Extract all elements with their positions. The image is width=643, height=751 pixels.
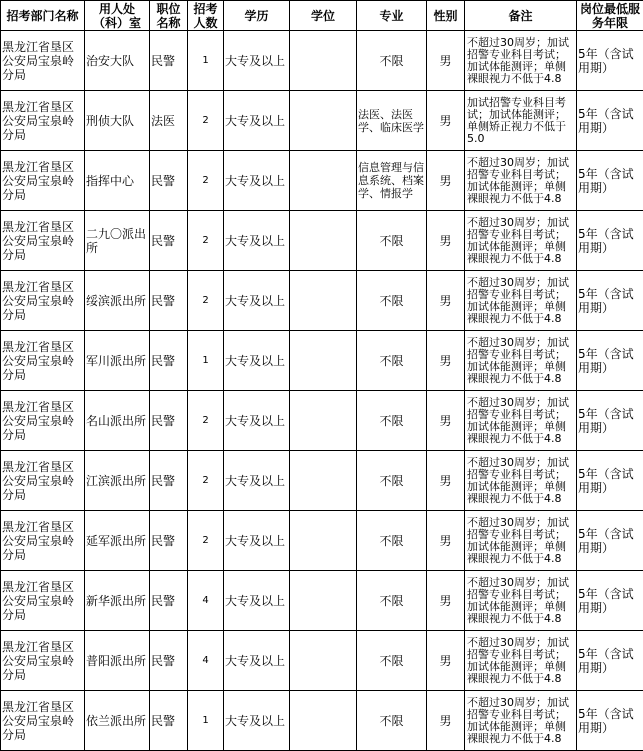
- cell-dept: 黑龙江省垦区公安局宝泉岭分局: [1, 391, 85, 451]
- cell-degree: [290, 31, 357, 91]
- cell-unit: 绥滨派出所: [85, 271, 150, 331]
- table-row: [1, 571, 643, 631]
- cell-major: 不限: [357, 271, 427, 331]
- cell-gender: 男: [427, 91, 465, 151]
- cell-unit: 延军派出所: [85, 511, 150, 571]
- cell-gender: 男: [427, 631, 465, 691]
- table-row: [1, 511, 643, 571]
- table-row: [1, 151, 643, 211]
- header-post: 职位名称: [150, 1, 188, 31]
- cell-major: 不限: [357, 331, 427, 391]
- cell-note: 不超过30周岁；加试招警专业科目考试；加试体能测评；单侧裸眼视力不低于4.8: [465, 451, 577, 511]
- cell-degree: [290, 331, 357, 391]
- cell-years: 5年（含试用期）: [577, 331, 643, 391]
- cell-gender: 男: [427, 691, 465, 751]
- cell-gender: 男: [427, 511, 465, 571]
- table-row: [1, 691, 643, 751]
- cell-major: 不限: [357, 571, 427, 631]
- cell-gender: 男: [427, 451, 465, 511]
- cell-unit: 指挥中心: [85, 151, 150, 211]
- cell-degree: [290, 451, 357, 511]
- cell-major: 不限: [357, 31, 427, 91]
- cell-count: 2: [188, 511, 224, 571]
- cell-gender: 男: [427, 391, 465, 451]
- cell-post: 民警: [150, 211, 188, 271]
- cell-degree: [290, 631, 357, 691]
- cell-education: 大专及以上: [224, 691, 290, 751]
- table-row: [1, 331, 643, 391]
- table-row: [1, 271, 643, 331]
- header-row: [1, 1, 643, 31]
- table-body: [1, 31, 643, 751]
- table-row: [1, 451, 643, 511]
- header-count: 招考人数: [188, 1, 224, 31]
- header-note: 备注: [465, 1, 577, 31]
- cell-count: 1: [188, 691, 224, 751]
- cell-gender: 男: [427, 571, 465, 631]
- cell-note: 不超过30周岁；加试招警专业科目考试；加试体能测评；单侧裸眼视力不低于4.8: [465, 631, 577, 691]
- cell-years: 5年（含试用期）: [577, 271, 643, 331]
- cell-post: 法医: [150, 91, 188, 151]
- header-dept: 招考部门名称: [1, 1, 85, 31]
- cell-unit: 刑侦大队: [85, 91, 150, 151]
- cell-gender: 男: [427, 331, 465, 391]
- cell-post: 民警: [150, 271, 188, 331]
- cell-major: 法医、法医学、临床医学: [357, 91, 427, 151]
- cell-major: 不限: [357, 631, 427, 691]
- cell-years: 5年（含试用期）: [577, 691, 643, 751]
- cell-education: 大专及以上: [224, 31, 290, 91]
- cell-note: 加试招警专业科目考试；加试体能测评；单侧矫正视力不低于5.0: [465, 91, 577, 151]
- cell-note: 不超过30周岁；加试招警专业科目考试；加试体能测评；单侧裸眼视力不低于4.8: [465, 331, 577, 391]
- cell-note: 不超过30周岁；加试招警专业科目考试；加试体能测评；单侧裸眼视力不低于4.8: [465, 31, 577, 91]
- cell-degree: [290, 391, 357, 451]
- cell-unit: 军川派出所: [85, 331, 150, 391]
- cell-unit: 名山派出所: [85, 391, 150, 451]
- cell-unit: 依兰派出所: [85, 691, 150, 751]
- cell-major: 不限: [357, 391, 427, 451]
- cell-degree: [290, 271, 357, 331]
- cell-gender: 男: [427, 31, 465, 91]
- cell-degree: [290, 91, 357, 151]
- cell-count: 4: [188, 571, 224, 631]
- cell-count: 2: [188, 271, 224, 331]
- cell-note: 不超过30周岁；加试招警专业科目考试；加试体能测评；单侧裸眼视力不低于4.8: [465, 211, 577, 271]
- cell-post: 民警: [150, 571, 188, 631]
- cell-post: 民警: [150, 631, 188, 691]
- table-row: [1, 31, 643, 91]
- cell-years: 5年（含试用期）: [577, 151, 643, 211]
- cell-education: 大专及以上: [224, 511, 290, 571]
- cell-years: 5年（含试用期）: [577, 631, 643, 691]
- cell-dept: 黑龙江省垦区公安局宝泉岭分局: [1, 571, 85, 631]
- cell-dept: 黑龙江省垦区公安局宝泉岭分局: [1, 451, 85, 511]
- cell-gender: 男: [427, 211, 465, 271]
- cell-unit: 江滨派出所: [85, 451, 150, 511]
- cell-unit: 二九〇派出所: [85, 211, 150, 271]
- cell-degree: [290, 571, 357, 631]
- cell-dept: 黑龙江省垦区公安局宝泉岭分局: [1, 511, 85, 571]
- cell-education: 大专及以上: [224, 151, 290, 211]
- cell-major: 不限: [357, 691, 427, 751]
- table-row: [1, 391, 643, 451]
- table-row: [1, 211, 643, 271]
- table-header: [1, 1, 643, 31]
- cell-education: 大专及以上: [224, 211, 290, 271]
- header-gender: 性别: [427, 1, 465, 31]
- cell-post: 民警: [150, 691, 188, 751]
- cell-dept: 黑龙江省垦区公安局宝泉岭分局: [1, 151, 85, 211]
- cell-post: 民警: [150, 511, 188, 571]
- header-unit: 用人处（科）室: [85, 1, 150, 31]
- cell-major: 不限: [357, 211, 427, 271]
- cell-years: 5年（含试用期）: [577, 571, 643, 631]
- cell-post: 民警: [150, 31, 188, 91]
- cell-years: 5年（含试用期）: [577, 31, 643, 91]
- cell-count: 2: [188, 451, 224, 511]
- cell-count: 1: [188, 31, 224, 91]
- cell-count: 1: [188, 331, 224, 391]
- cell-degree: [290, 691, 357, 751]
- cell-note: 不超过30周岁；加试招警专业科目考试；加试体能测评；单侧裸眼视力不低于4.8: [465, 391, 577, 451]
- cell-post: 民警: [150, 151, 188, 211]
- cell-major: 不限: [357, 511, 427, 571]
- cell-education: 大专及以上: [224, 331, 290, 391]
- header-degree: 学位: [290, 1, 357, 31]
- cell-dept: 黑龙江省垦区公安局宝泉岭分局: [1, 91, 85, 151]
- cell-note: 不超过30周岁；加试招警专业科目考试；加试体能测评；单侧裸眼视力不低于4.8: [465, 151, 577, 211]
- cell-dept: 黑龙江省垦区公安局宝泉岭分局: [1, 211, 85, 271]
- header-years: 岗位最低服务年限: [577, 1, 643, 31]
- table-row: [1, 631, 643, 691]
- cell-note: 不超过30周岁；加试招警专业科目考试；加试体能测评；单侧裸眼视力不低于4.8: [465, 511, 577, 571]
- cell-unit: 普阳派出所: [85, 631, 150, 691]
- cell-unit: 新华派出所: [85, 571, 150, 631]
- cell-degree: [290, 151, 357, 211]
- cell-years: 5年（含试用期）: [577, 451, 643, 511]
- cell-years: 5年（含试用期）: [577, 211, 643, 271]
- cell-count: 4: [188, 631, 224, 691]
- cell-unit: 治安大队: [85, 31, 150, 91]
- cell-education: 大专及以上: [224, 91, 290, 151]
- cell-years: 5年（含试用期）: [577, 511, 643, 571]
- cell-major: 信息管理与信息系统、档案学、情报学: [357, 151, 427, 211]
- cell-gender: 男: [427, 271, 465, 331]
- cell-education: 大专及以上: [224, 451, 290, 511]
- cell-degree: [290, 511, 357, 571]
- cell-count: 2: [188, 211, 224, 271]
- cell-education: 大专及以上: [224, 391, 290, 451]
- cell-dept: 黑龙江省垦区公安局宝泉岭分局: [1, 271, 85, 331]
- cell-note: 不超过30周岁；加试招警专业科目考试；加试体能测评；单侧裸眼视力不低于4.8: [465, 571, 577, 631]
- cell-post: 民警: [150, 391, 188, 451]
- cell-years: 5年（含试用期）: [577, 391, 643, 451]
- cell-dept: 黑龙江省垦区公安局宝泉岭分局: [1, 631, 85, 691]
- cell-education: 大专及以上: [224, 571, 290, 631]
- header-major: 专业: [357, 1, 427, 31]
- cell-post: 民警: [150, 331, 188, 391]
- cell-gender: 男: [427, 151, 465, 211]
- cell-education: 大专及以上: [224, 271, 290, 331]
- cell-count: 2: [188, 91, 224, 151]
- cell-count: 2: [188, 151, 224, 211]
- cell-dept: 黑龙江省垦区公安局宝泉岭分局: [1, 691, 85, 751]
- table-row: [1, 91, 643, 151]
- cell-note: 不超过30周岁；加试招警专业科目考试；加试体能测评；单侧裸眼视力不低于4.8: [465, 271, 577, 331]
- cell-degree: [290, 211, 357, 271]
- cell-post: 民警: [150, 451, 188, 511]
- cell-count: 2: [188, 391, 224, 451]
- cell-education: 大专及以上: [224, 631, 290, 691]
- cell-note: 不超过30周岁；加试招警专业科目考试；加试体能测评；单侧裸眼视力不低于4.8: [465, 691, 577, 751]
- cell-years: 5年（含试用期）: [577, 91, 643, 151]
- header-education: 学历: [224, 1, 290, 31]
- cell-dept: 黑龙江省垦区公安局宝泉岭分局: [1, 331, 85, 391]
- cell-dept: 黑龙江省垦区公安局宝泉岭分局: [1, 31, 85, 91]
- cell-major: 不限: [357, 451, 427, 511]
